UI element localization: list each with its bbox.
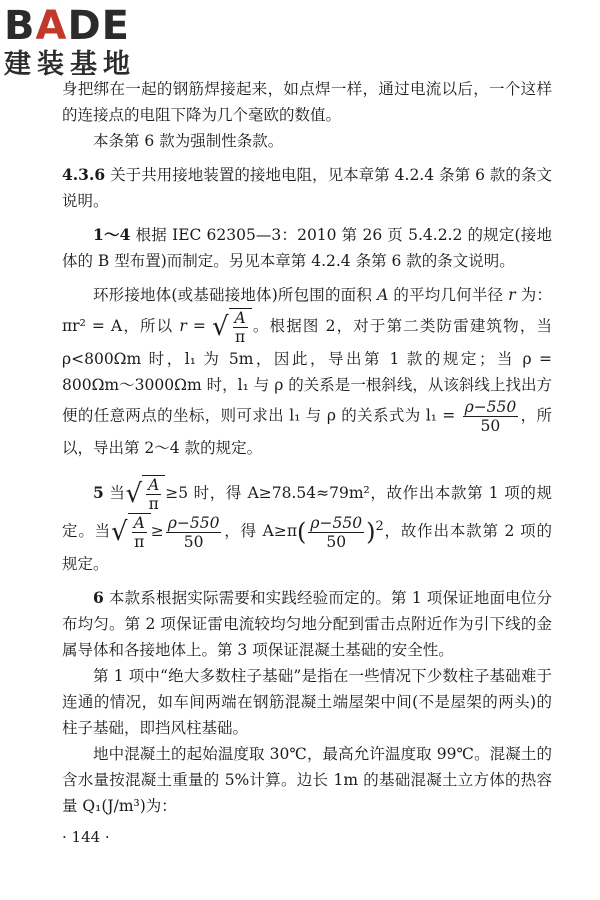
fraction-denominator: π xyxy=(235,328,246,346)
sqrt-formula: √ $\frac{A}{\pi}$ xyxy=(125,475,165,513)
fraction-denominator: 50 xyxy=(326,532,347,551)
fraction-numerator: ρ−550 xyxy=(464,398,517,416)
sqrt-formula: √ $\frac{A}{\pi}$ xyxy=(111,513,151,551)
text-run: 环形接地体(或基础接地体)所包围的面积 xyxy=(93,286,378,304)
paragraph-concrete-temperature: 地中混凝土的起始温度取 30℃，最高允许温度取 99℃。混凝土的含水量按混凝土重量的 5%计算。边长 1m 的基础混凝土立方体的热容量 Q₁(J/m³)为： xyxy=(62,745,552,815)
fraction xyxy=(233,309,248,346)
fraction-numerator: ρ−550 xyxy=(167,513,220,532)
fraction-denominator: 50 xyxy=(183,532,204,551)
paragraph-mandatory: 本条第 6 款为强制性条款。 xyxy=(93,132,284,150)
clause-4-3-6 xyxy=(62,162,552,214)
fraction-numerator: ρ−550 xyxy=(310,513,363,532)
text-run: ，所以，导出第 2～4 款的规定。 xyxy=(62,406,552,457)
clause-number: 6 xyxy=(93,588,104,607)
clause-number: 5 xyxy=(93,483,104,502)
text-run: ，得 A≥π xyxy=(223,522,298,540)
right-paren: ) xyxy=(366,518,376,546)
symbol-a: A xyxy=(377,286,389,304)
fraction-denominator: π xyxy=(148,495,159,513)
paragraph-ring-electrode xyxy=(62,282,552,461)
text-run: 的平均几何半径 xyxy=(388,286,509,304)
fraction-numerator: A xyxy=(234,309,246,327)
body-text xyxy=(62,76,552,819)
fraction xyxy=(463,398,519,435)
logo-chinese-text: 建装基地 xyxy=(4,49,136,80)
bade-logo xyxy=(4,4,174,86)
clause-text: 关于共用接地装置的接地电阻，见本章第 4.2.4 条第 6 款的条文说明。 xyxy=(62,166,552,210)
paragraph-weld: 身把绑在一起的钢筋焊接起来，如点焊一样，通过电流以后，一个这样的连接点的电阻下降为几个毫欧的数值。 xyxy=(62,80,552,124)
text-run: 。根据图 2，对于第二类防雷建筑物，当 ρ<800Ωm 时，l₁ 为 5m，因此，导出第 1 款的规定；当 ρ = 800Ωm～3000Ωm 时，l₁ 与 ρ 的关系是一根斜线，从该斜线上找出方便的任意两点的坐标，则可求出 l₁ 与 ρ 的关系式为 l₁ = xyxy=(62,317,552,425)
clause-6 xyxy=(62,585,552,663)
exponent: 2 xyxy=(375,518,384,534)
symbol-r: r xyxy=(179,317,187,335)
sqrt-formula: √ $\frac{A}{\pi}$ xyxy=(212,308,252,346)
paragraph-column-foundation: 第 1 项中“绝大多数柱子基础”是指在一些情况下少数柱子基础难于连通的情况，如车间两端在钢筋混凝土端屋架中间(不是屋架的两头)的柱子基础，即挡风柱基础。 xyxy=(62,667,552,737)
text-run: ，故作出本款第 2 项的规定。 xyxy=(62,522,552,573)
clause-number: 4.3.6 xyxy=(62,165,106,184)
page-number: · 144 · xyxy=(62,828,110,846)
text-run: 当 xyxy=(109,484,126,502)
text-run: 为：πr² = A，所以 xyxy=(62,286,552,335)
fraction xyxy=(308,514,364,551)
text-run: ≥ xyxy=(150,522,164,540)
fraction-numerator: A xyxy=(148,476,160,494)
clause-1-4 xyxy=(62,222,552,274)
clause-5 xyxy=(62,475,552,577)
fraction-numerator: A xyxy=(133,514,145,532)
fraction xyxy=(132,514,147,551)
text-run: ≥5 时，得 A≥78.54≈79m²，故作出本款第 1 项的规定。当 xyxy=(62,484,552,540)
left-paren: ( xyxy=(297,518,307,546)
logo-brand-text: BADE xyxy=(4,3,130,49)
fraction-denominator: 50 xyxy=(480,417,501,435)
fraction xyxy=(146,476,161,513)
symbol-r: r xyxy=(508,286,516,304)
clause-number: 1～4 xyxy=(93,225,131,244)
clause-text: 本款系根据实际需要和实践经验而定的。第 1 项保证地面电位分布均匀。第 2 项保证雷电流较均匀地分配到雷击点附近作为引下线的金属导体和各接地体上。第 3 项保证混凝土基础的安全性。 xyxy=(62,589,552,659)
fraction xyxy=(166,514,222,551)
text-run: = xyxy=(186,317,212,335)
fraction-denominator: π xyxy=(134,533,145,551)
clause-text: 根据 IEC 62305—3：2010 第 26 页 5.4.2.2 的规定(接地体的 B 型布置)而制定。另见本章第 4.2.4 条第 6 款的条文说明。 xyxy=(62,226,552,270)
